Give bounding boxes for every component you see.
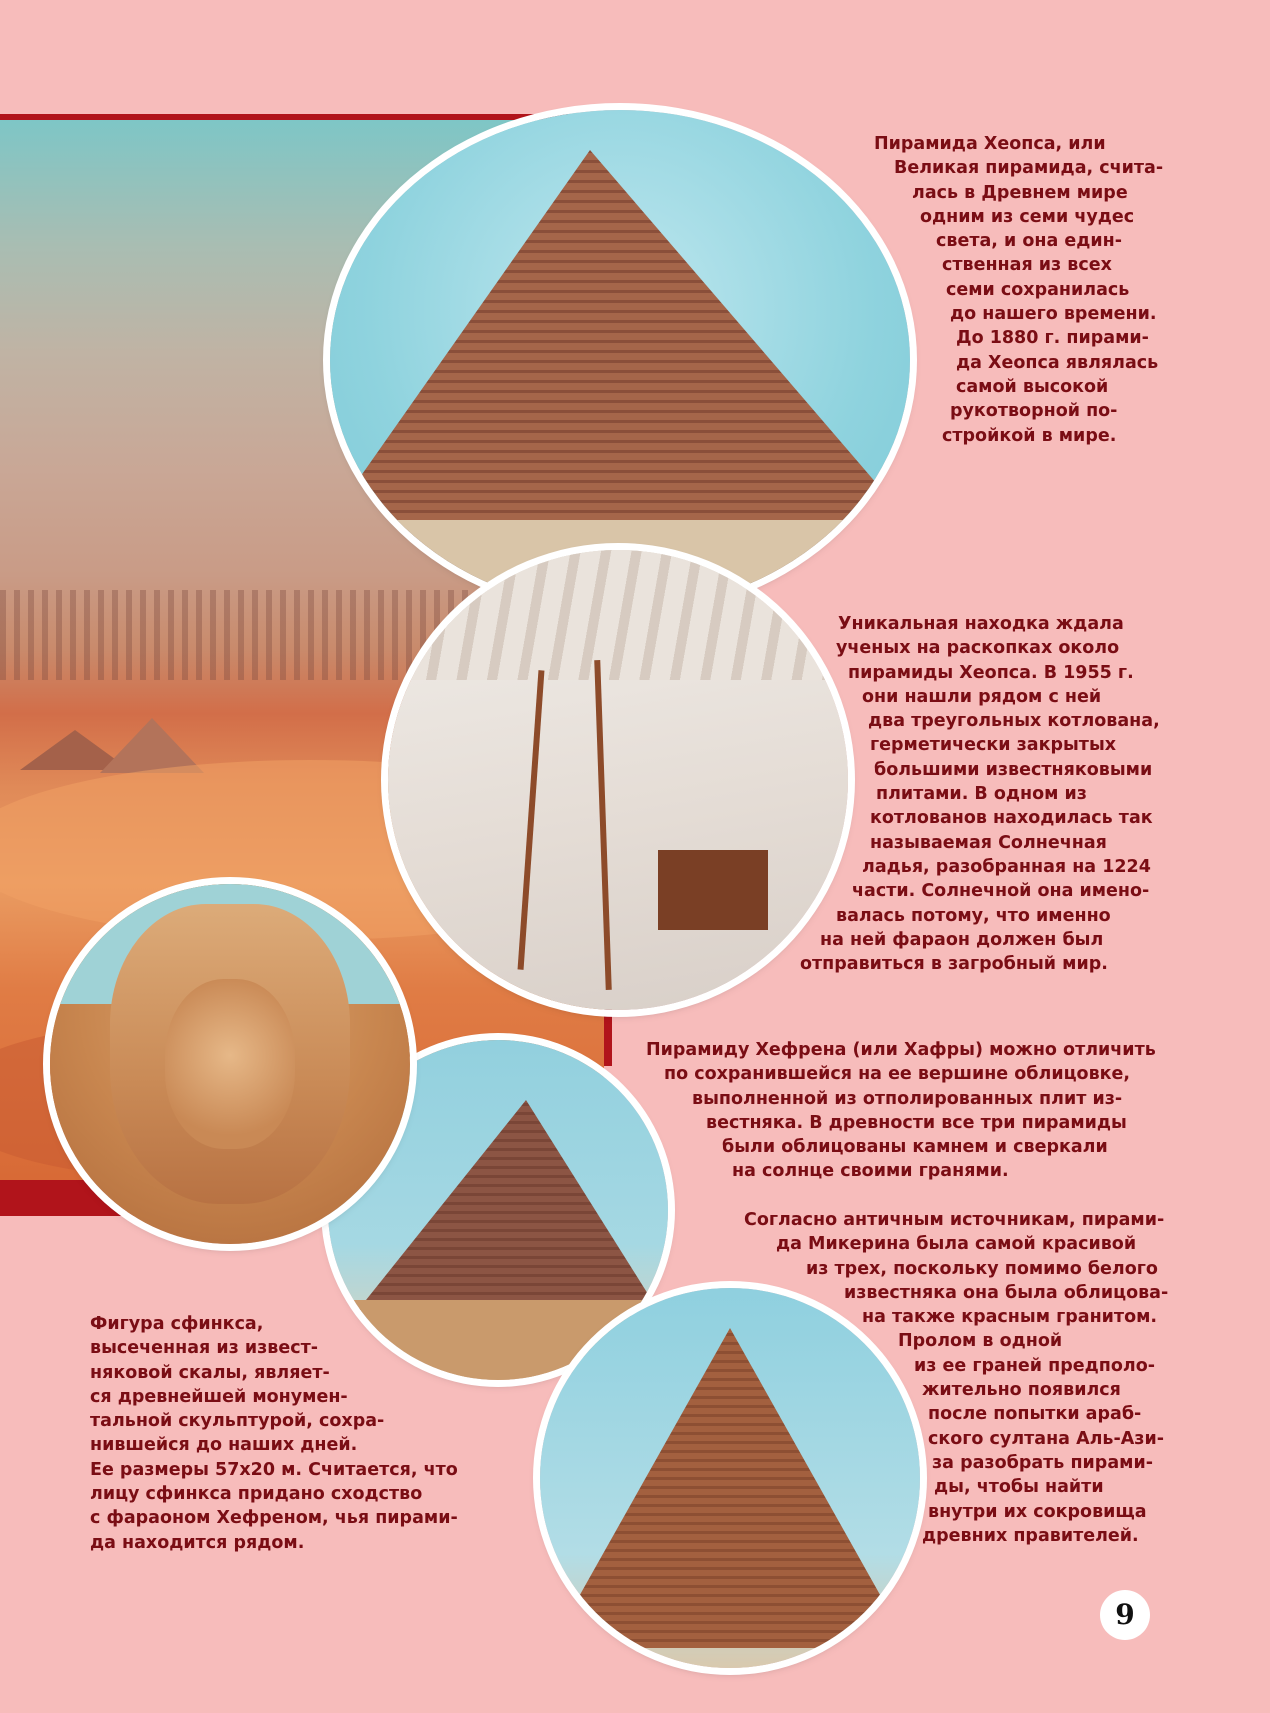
text-line: пирамиды Хеопса. В 1955 г.	[848, 662, 1134, 683]
text-line: вестняка. В древности все три пирамиды	[706, 1112, 1127, 1133]
text-line: на также красным гранитом.	[862, 1307, 1158, 1328]
frame-top-bar	[0, 114, 612, 120]
text-line: выполненной из отполированных плит из-	[692, 1088, 1123, 1109]
text-line: света, и она един-	[936, 231, 1122, 252]
text-line: ды, чтобы найти	[934, 1477, 1104, 1498]
text-line: после попытки араб-	[928, 1404, 1142, 1425]
text-line: из трех, поскольку помимо белого	[806, 1258, 1158, 1279]
text-line: да Микерина была самой красивой	[776, 1234, 1137, 1255]
text-line: большими известняковыми	[874, 759, 1153, 780]
text-line: тальной скульптурой, сохра-	[90, 1411, 385, 1432]
text-line: До 1880 г. пирами-	[956, 328, 1149, 349]
text-line: семи сохранилась	[946, 279, 1130, 300]
text-line: за разобрать пирами-	[932, 1452, 1153, 1473]
text-line: лицу сфинкса придано сходство	[90, 1484, 423, 1505]
text-line: ся древнейшей монумен-	[90, 1386, 348, 1407]
text-line: нившейся до наших дней.	[90, 1435, 358, 1456]
text-line: Пролом в одной	[898, 1331, 1063, 1352]
text-line: с фараоном Хефреном, чья пирами-	[90, 1508, 458, 1529]
text-line: да находится рядом.	[90, 1532, 305, 1553]
text-line: из ее граней предполо-	[914, 1355, 1155, 1376]
text-line: няковой скалы, являет-	[90, 1362, 330, 1383]
text-line: ственная из всех	[942, 255, 1112, 276]
text-line: части. Солнечной она имено-	[852, 881, 1150, 902]
text-line: Согласно античным источникам, пирами-	[744, 1210, 1165, 1230]
text-line: были облицованы камнем и сверкали	[722, 1137, 1108, 1158]
text-line: Фигура сфинкса,	[90, 1314, 264, 1334]
text-line: на ней фараон должен был	[820, 929, 1104, 950]
text-line: ского султана Аль-Ази-	[928, 1428, 1165, 1449]
page-number: 9	[1100, 1590, 1150, 1640]
solar-boat-text	[0, 612, 1270, 976]
text-line: валась потому, что именно	[836, 905, 1111, 926]
text-line: лась в Древнем мире	[912, 182, 1128, 203]
text-line: по сохранившейся на ее вершине облицовке,	[664, 1064, 1131, 1085]
text-line: жительно появился	[922, 1380, 1121, 1401]
text-line: ученых на раскопках около	[836, 638, 1120, 659]
text-line: ладья, разобранная на 1224	[862, 856, 1151, 877]
sphinx-text	[90, 1312, 458, 1555]
text-line: известняка она была облицова-	[844, 1282, 1169, 1303]
text-line: отправиться в загробный мир.	[800, 954, 1108, 975]
text-line: высеченная из извест-	[90, 1338, 319, 1359]
text-line: древних правителей.	[922, 1525, 1139, 1546]
text-line: на солнце своими гранями.	[732, 1161, 1009, 1182]
text-line: самой высокой	[956, 376, 1109, 397]
text-line: они нашли рядом с ней	[862, 686, 1102, 707]
text-line: стройкой в мире.	[942, 425, 1117, 446]
kheops-text	[0, 132, 1270, 448]
text-line: до нашего времени.	[950, 304, 1157, 325]
text-line: Уникальная находка ждала	[838, 614, 1124, 634]
text-line: Пирамиду Хефрена (или Хафры) можно отличить	[646, 1040, 1156, 1060]
text-line: котлованов находилась так	[870, 808, 1153, 829]
text-line: два треугольных котлована,	[868, 711, 1160, 732]
text-line: называемая Солнечная	[870, 832, 1107, 853]
text-line: одним из семи чудес	[920, 206, 1135, 227]
text-line: Великая пирамида, счита-	[894, 158, 1164, 179]
khafre-text	[0, 1038, 1270, 1184]
text-line: Пирамида Хеопса, или	[874, 134, 1106, 154]
text-line: Ее размеры 57x20 м. Считается, что	[90, 1459, 458, 1480]
text-line: да Хеопса являлась	[956, 352, 1159, 373]
text-line: герметически закрытых	[870, 735, 1117, 756]
text-line: рукотворной по-	[950, 401, 1118, 422]
text-line: внутри их сокровища	[928, 1501, 1147, 1522]
text-line: плитами. В одном из	[876, 784, 1087, 805]
